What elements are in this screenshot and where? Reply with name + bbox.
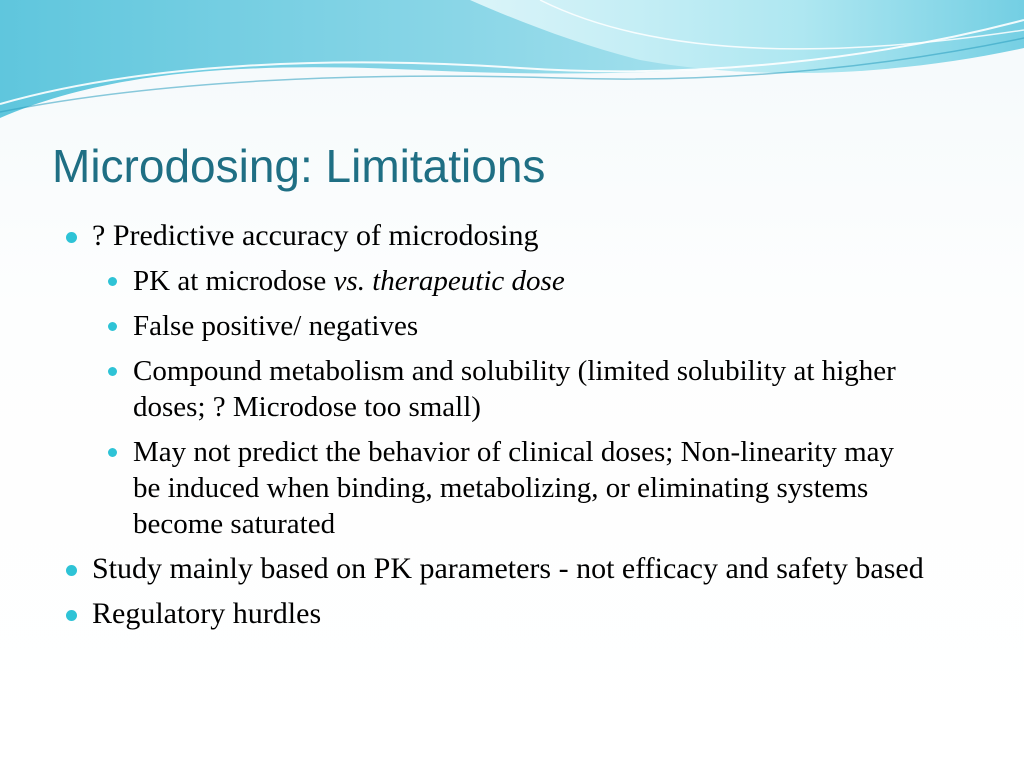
sub-bullet-list (0, 263, 1024, 542)
sub-bullet-text: May not predict the behavior of clinical doses; Non-linearity may be induced when binding, metabolizing, or eliminating systems become saturated (133, 436, 895, 540)
bullet-list (0, 218, 1024, 641)
sub-bullet-item (0, 308, 1024, 344)
sub-bullet-italic-text: vs. therapeutic dose (333, 265, 565, 297)
bullet-dot-icon (108, 322, 117, 331)
sub-bullet-text: Compound metabolism and solubility (limited solubility at higher doses; ? Microdose too small) (133, 355, 896, 423)
sub-bullet-item (0, 263, 1024, 299)
bullet-text: ? Predictive accuracy of microdosing (92, 219, 539, 252)
bullet-dot-icon (66, 232, 77, 243)
sub-bullet-item (0, 434, 1024, 542)
bullet-dot-icon (108, 367, 117, 376)
bullet-dot-icon (108, 448, 117, 457)
bullet-item (0, 551, 1024, 587)
sub-bullet-text: PK at microdose (133, 265, 334, 297)
bullet-text: Study mainly based on PK parameters - not efficacy and safety based (92, 552, 924, 585)
bullet-dot-icon (66, 610, 77, 621)
bullet-text: Regulatory hurdles (92, 597, 322, 630)
bullet-item (0, 596, 1024, 632)
sub-bullet-text: False positive/ negatives (133, 310, 419, 342)
slide-title: Microdosing: Limitations (52, 140, 546, 192)
bullet-item (0, 218, 1024, 542)
bullet-dot-icon (108, 277, 117, 286)
sub-bullet-item (0, 353, 1024, 425)
bullet-dot-icon (66, 565, 77, 576)
header-wave-decoration (0, 0, 1024, 140)
